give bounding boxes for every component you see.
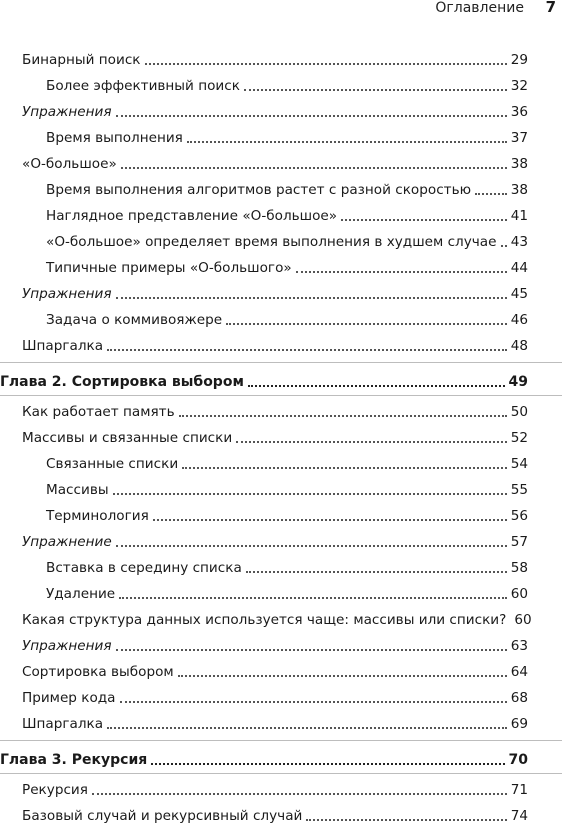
page-header — [0, 0, 562, 22]
toc-entry-page: 64 — [510, 664, 528, 680]
toc-entry-title: «О-большое» определяет время выполнения в худшем случае — [46, 234, 497, 250]
dot-leader — [116, 114, 507, 117]
toc-entry[interactable] — [0, 422, 562, 448]
toc-entry-title: Вставка в середину списка — [46, 560, 242, 576]
toc-entry-title: Сортировка выбором — [22, 664, 174, 680]
dot-leader — [475, 192, 507, 195]
dot-leader — [296, 270, 507, 273]
toc-entry-page: 38 — [510, 156, 528, 172]
chapter-separator — [0, 740, 562, 741]
toc-entry[interactable] — [0, 200, 562, 226]
toc-entry[interactable] — [0, 226, 562, 252]
toc-entry-page: 37 — [510, 130, 528, 146]
toc-entry-title: Упражнения — [22, 104, 112, 120]
toc-entry[interactable] — [0, 174, 562, 200]
toc-entry[interactable] — [0, 396, 562, 422]
toc-entry-page: 44 — [510, 260, 528, 276]
toc-entry-page: 48 — [510, 338, 528, 354]
toc-entry[interactable] — [0, 578, 562, 604]
toc-entry-title: Терминология — [46, 508, 149, 524]
toc-entry-page: 46 — [510, 312, 528, 328]
toc-entry[interactable] — [0, 708, 562, 734]
toc-entry[interactable] — [0, 278, 562, 304]
dot-leader — [121, 166, 507, 169]
toc-entry-title: Рекурсия — [22, 782, 88, 798]
toc-entry-title: Связанные списки — [46, 456, 179, 472]
dot-leader — [341, 218, 507, 221]
dot-leader — [120, 700, 507, 703]
toc-entry[interactable] — [0, 304, 562, 330]
dot-leader — [182, 466, 507, 469]
running-header-title: Оглавление — [435, 0, 524, 16]
toc-entry-title: Время выполнения алгоритмов растет с разной скоростью — [46, 182, 472, 198]
toc-entry-page: 56 — [510, 508, 528, 524]
toc-entry[interactable] — [0, 44, 562, 70]
toc-entry-page: 55 — [510, 482, 528, 498]
toc-entry[interactable] — [0, 148, 562, 174]
toc-entry-page: 52 — [510, 430, 528, 446]
toc-entry[interactable] — [0, 252, 562, 278]
toc-entry-page: 29 — [510, 52, 528, 68]
dot-leader — [151, 762, 504, 765]
dot-leader — [119, 596, 507, 599]
toc-entry-title: Упражнения — [22, 286, 112, 302]
toc-entry-title: Удаление — [46, 586, 116, 602]
toc-entry-page: 58 — [510, 560, 528, 576]
toc-entry[interactable] — [0, 474, 562, 500]
toc-entry-page: 63 — [510, 638, 528, 654]
toc-entry-title: Как работает память — [22, 404, 175, 420]
toc-entry-title: Какая структура данных используется чаще: массивы или списки? — [22, 612, 507, 628]
toc-entry-title: Задача о коммивояжере — [46, 312, 223, 328]
toc-chapter-entry[interactable] — [0, 744, 562, 770]
toc-entry-page: 70 — [508, 752, 528, 768]
toc-entry-page: 60 — [514, 612, 532, 628]
dot-leader — [116, 544, 507, 547]
toc-chapter-entry[interactable] — [0, 366, 562, 392]
toc-entry-title: Шпаргалка — [22, 716, 104, 732]
toc-entry-title: Упражнения — [22, 638, 112, 654]
toc-entry-page: 68 — [510, 690, 528, 706]
toc-entry-title: Шпаргалка — [22, 338, 104, 354]
toc-entry-page: 43 — [510, 234, 528, 250]
toc-entry[interactable] — [0, 500, 562, 526]
dot-leader — [226, 322, 507, 325]
dot-leader — [107, 726, 507, 729]
toc-entry[interactable] — [0, 656, 562, 682]
dot-leader — [107, 348, 507, 351]
toc-entry[interactable] — [0, 448, 562, 474]
toc-entry-title: Массивы и связанные списки — [22, 430, 233, 446]
dot-leader — [244, 88, 507, 91]
dot-leader — [236, 440, 506, 443]
toc-entry[interactable] — [0, 526, 562, 552]
dot-leader — [153, 518, 507, 521]
dot-leader — [145, 62, 507, 65]
toc-entry-title: Наглядное представление «О-большое» — [46, 208, 338, 224]
toc-entry-title: Время выполнения — [46, 130, 183, 146]
dot-leader — [501, 244, 507, 247]
toc-entry-title: Бинарный поиск — [22, 52, 141, 68]
toc-entry-page: 32 — [510, 78, 528, 94]
dot-leader — [246, 570, 507, 573]
toc-entry-page: 36 — [510, 104, 528, 120]
toc-entry-title: Базовый случай и рекурсивный случай — [22, 808, 303, 824]
toc-entry[interactable] — [0, 330, 562, 356]
toc-entry[interactable] — [0, 630, 562, 656]
toc-entry-title: Упражнение — [22, 534, 112, 550]
toc-entry-title: Более эффективный поиск — [46, 78, 240, 94]
toc-entry-page: 41 — [510, 208, 528, 224]
toc-entry-title: Пример кода — [22, 690, 116, 706]
dot-leader — [116, 296, 507, 299]
toc-entry-page: 45 — [510, 286, 528, 302]
toc-entry-title: Типичные примеры «О-большого» — [46, 260, 292, 276]
toc-entry-page: 38 — [510, 182, 528, 198]
toc-entry-page: 54 — [510, 456, 528, 472]
dot-leader — [179, 414, 507, 417]
toc-entry[interactable] — [0, 552, 562, 578]
dot-leader — [178, 674, 507, 677]
toc-entry[interactable] — [0, 70, 562, 96]
toc-entry-page: 69 — [510, 716, 528, 732]
dot-leader — [248, 384, 505, 387]
toc-entry-title: Глава 3. Рекурсия — [0, 752, 148, 768]
toc-entry-page: 74 — [510, 808, 528, 824]
toc-entry-page: 57 — [510, 534, 528, 550]
toc-entry-title: Массивы — [46, 482, 109, 498]
toc-entry-title: Глава 2. Сортировка выбором — [0, 374, 244, 390]
toc-entry[interactable] — [0, 122, 562, 148]
dot-leader — [187, 140, 507, 143]
dot-leader — [113, 492, 507, 495]
toc-entry-page: 60 — [510, 586, 528, 602]
toc-entry[interactable] — [0, 800, 562, 826]
page-number: 7 — [545, 0, 556, 16]
chapter-separator — [0, 362, 562, 363]
toc-entry-title: «О-большое» — [22, 156, 117, 172]
toc-entry-page: 71 — [510, 782, 528, 798]
dot-leader — [92, 792, 507, 795]
toc-entry-page: 50 — [510, 404, 528, 420]
toc-entry-page: 49 — [508, 374, 528, 390]
toc-entry[interactable] — [0, 774, 562, 800]
toc-entry[interactable] — [0, 604, 562, 630]
dot-leader — [116, 648, 507, 651]
toc-entry[interactable] — [0, 682, 562, 708]
toc-entry[interactable] — [0, 96, 562, 122]
dot-leader — [306, 818, 506, 821]
